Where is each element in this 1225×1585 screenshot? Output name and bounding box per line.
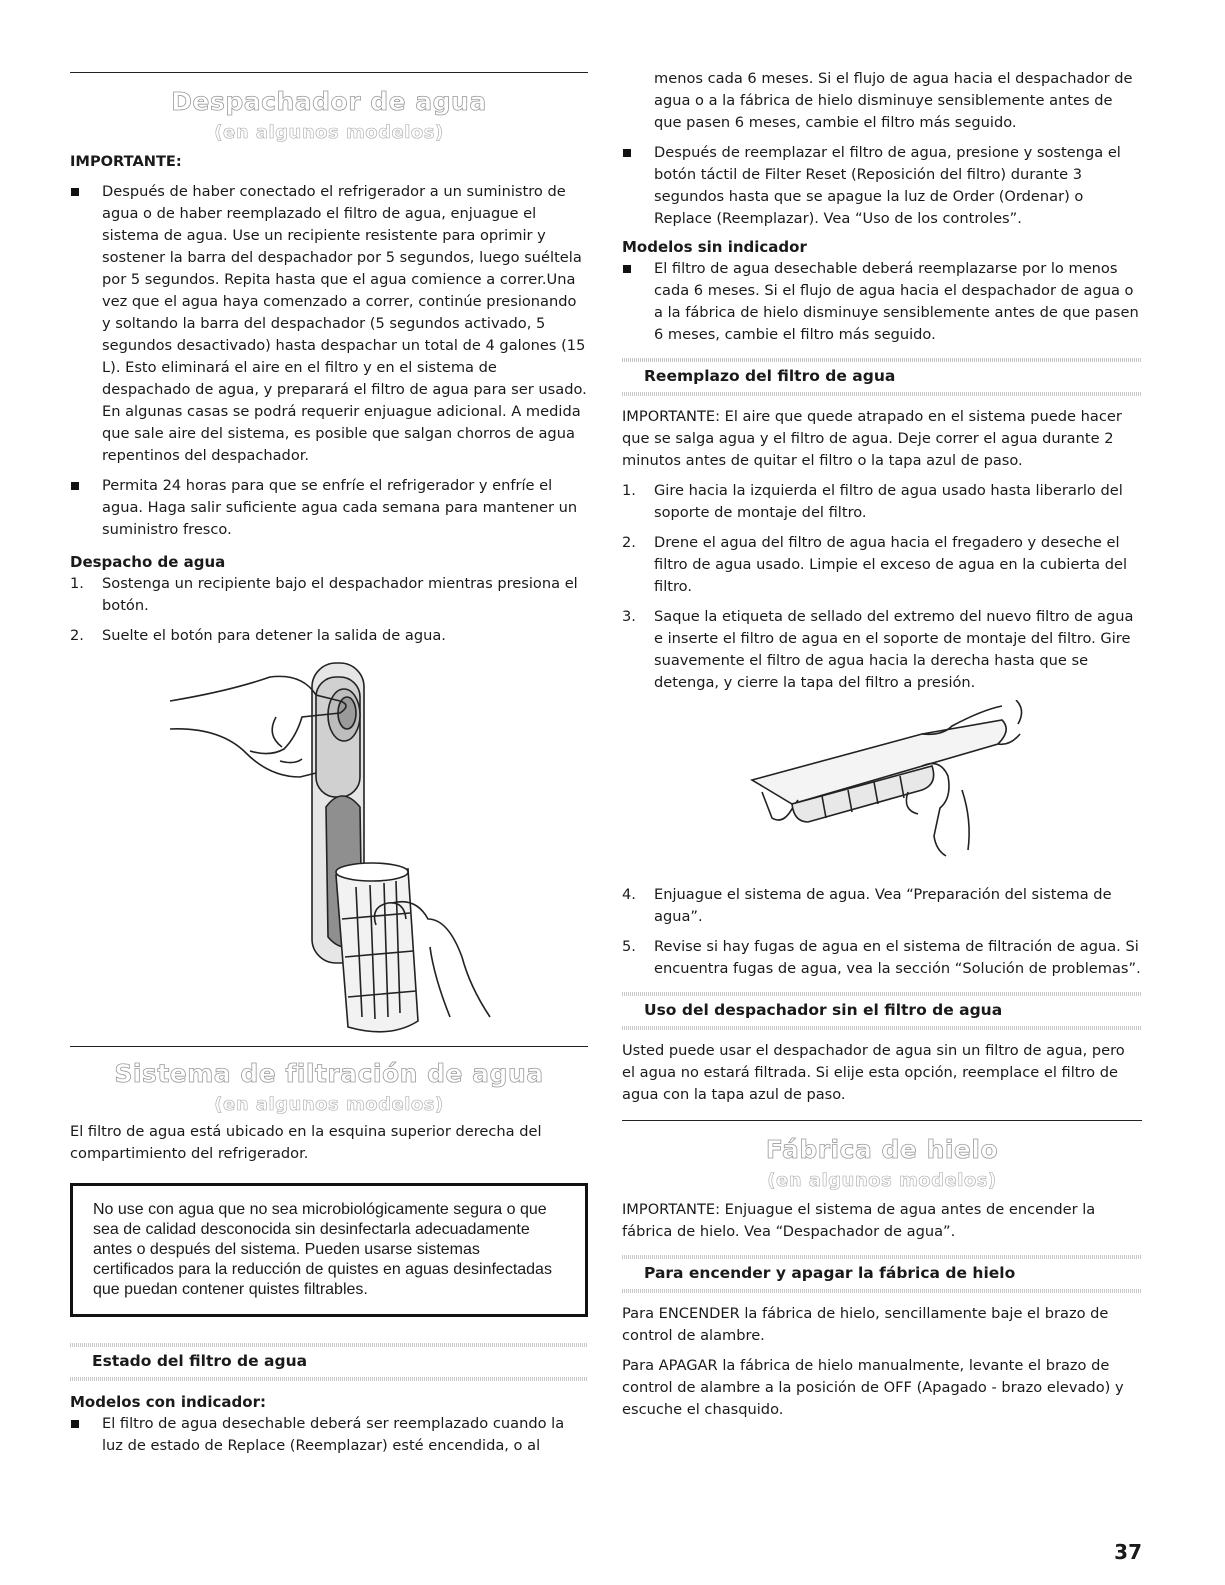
subsection-band bbox=[70, 1343, 588, 1381]
left-column bbox=[70, 0, 588, 1457]
no-filter-text: Usted puede usar el despachador de agua sin un filtro de agua, pero el agua no estará filtrada. Si elije esta opción, reemplace el filtro de agua con la tapa azul de paso. bbox=[622, 1042, 1125, 1103]
list-item: Permita 24 horas para que se enfríe el refrigerador y enfríe el agua. Haga salir suficiente agua cada semana para mantener un suministro fresco. bbox=[70, 475, 588, 541]
dispenser-bullets bbox=[70, 181, 588, 541]
icemaker-on-text: Para ENCENDER la fábrica de hielo, sencillamente baje el brazo de control de alambre. bbox=[622, 1305, 1109, 1344]
section-subtitle: (en algunos modelos) bbox=[767, 1170, 997, 1191]
list-item: 2. Suelte el botón para detener la salida de agua. bbox=[70, 627, 446, 644]
warning-text: No use con agua que no sea microbiológicamente segura o que sea de calidad desconocida sin desinfectarla adecuadamente antes o después del sistema. Pueden usarse sistemas certificados para la reducción de quistes en aguas desinfectadas que puedan contener quistes filtrables. bbox=[93, 1201, 552, 1298]
section-title-dispenser: Despachador de agua bbox=[171, 87, 487, 116]
icemaker-off-text: Para APAGAR la fábrica de hielo manualmente, levante el brazo de control de alambre a la posición de OFF (Apagado - brazo elevado) y escuche el chasquido. bbox=[622, 1357, 1124, 1418]
subheading-no-indicator: Modelos sin indicador bbox=[622, 238, 807, 256]
replace-steps-continued bbox=[622, 884, 1142, 980]
list-item: El filtro de agua desechable deberá reemplazarse por lo menos cada 6 meses. Si el flujo de agua hacia el despachador de agua o a la fábrica de hielo disminuye sensiblemente antes de que pasen 6 meses, cambie el filtro más seguido. bbox=[622, 258, 1142, 346]
subsection-band bbox=[622, 1255, 1142, 1293]
list-item: Después de haber conectado el refrigerador a un suministro de agua o de haber reemplazado el filtro de agua, enjuague el sistema de agua. Use un recipiente resistente para oprimir y sostener la barra del despachador por 5 segundos, luego suéltela por 5 segundos. Repita hasta que el agua comience a correr.Una vez que el agua haya comenzado a correr, continúe presionando y soltando la barra del despachador (5 segundos activado, 5 segundos desactivado) hasta despachar un total de 4 galones (15 L). Esto eliminará el aire en el filtro y en el sistema de despachado de agua, y preparará el filtro de agua para ser usado. En algunas casas se podrá requerir enjuague adicional. A medida que sale aire del sistema, es posible que salgan chorros de agua repentinos del despachador. bbox=[70, 181, 588, 467]
right-column bbox=[622, 0, 1142, 1421]
list-item: El filtro de agua desechable deberá ser reemplazado cuando la luz de estado de Replace (Reemplazar) esté encendida, o al bbox=[70, 1413, 588, 1457]
filter-location-text: El filtro de agua está ubicado en la esquina superior derecha del compartimiento del refrigerador. bbox=[70, 1123, 542, 1162]
subheading-with-indicator: Modelos con indicador: bbox=[70, 1393, 266, 1411]
section-divider bbox=[70, 1046, 588, 1047]
section-divider bbox=[70, 72, 588, 73]
subsection-heading-replace-filter: Reemplazo del filtro de agua bbox=[644, 367, 896, 385]
section-divider bbox=[622, 1120, 1142, 1121]
subsection-band bbox=[622, 992, 1142, 1030]
subsection-heading-icemaker-onoff: Para encender y apagar la fábrica de hielo bbox=[644, 1264, 1016, 1282]
list-item: Después de reemplazar el filtro de agua, presione y sostenga el botón táctil de Filter Reset (Reposición del filtro) durante 3 segundos hasta que se apague la luz de Order (Ordenar) o Replace (Reemplazar). Vea “Uso de los controles”. bbox=[622, 142, 1142, 230]
reset-bullets bbox=[622, 142, 1142, 230]
subsection-band bbox=[622, 358, 1142, 396]
filter-illustration bbox=[622, 700, 1142, 880]
warning-box bbox=[70, 1183, 588, 1317]
list-item: 3. Saque la etiqueta de sellado del extremo del nuevo filtro de agua e inserte el filtro de agua en el soporte de montaje del filtro. Gire suavemente el filtro de agua hacia la derecha hasta que se detenga, y cierre la tapa del filtro a presión. bbox=[622, 608, 1134, 691]
section-subtitle: (en algunos modelos) bbox=[214, 122, 444, 143]
replace-important-text: IMPORTANTE: El aire que quede atrapado en el sistema puede hacer que se salga agua y el filtro de agua. Deje correr el agua durante 2 minutos antes de quitar el filtro o la tapa azul de paso. bbox=[622, 408, 1122, 469]
list-item: 1. Sostenga un recipiente bajo el despachador mientras presiona el botón. bbox=[70, 575, 578, 614]
dispensing-steps bbox=[70, 573, 588, 647]
subsection-heading-filter-status: Estado del filtro de agua bbox=[92, 1352, 308, 1370]
section-subtitle: (en algunos modelos) bbox=[214, 1094, 444, 1115]
section-title-icemaker: Fábrica de hielo bbox=[765, 1135, 999, 1164]
section-title-filtration: Sistema de filtración de agua bbox=[114, 1059, 544, 1088]
continued-text: menos cada 6 meses. Si el flujo de agua hacia el despachador de agua o a la fábrica de hielo disminuye sensiblemente antes de que pasen 6 meses, cambie el filtro más seguido. bbox=[654, 70, 1133, 131]
with-indicator-bullets bbox=[70, 1413, 588, 1457]
list-item: 1. Gire hacia la izquierda el filtro de agua usado hasta liberarlo del soporte de montaje del filtro. bbox=[622, 482, 1123, 521]
list-item: 5. Revise si hay fugas de agua en el sistema de filtración de agua. Si encuentra fugas de agua, vea la sección “Solución de problemas”. bbox=[622, 938, 1141, 977]
subsection-heading-no-filter: Uso del despachador sin el filtro de agua bbox=[644, 1001, 1003, 1019]
icemaker-important-text: IMPORTANTE: Enjuague el sistema de agua antes de encender la fábrica de hielo. Vea “Despachador de agua”. bbox=[622, 1201, 1096, 1240]
dispenser-illustration bbox=[70, 657, 588, 1042]
no-indicator-bullets bbox=[622, 258, 1142, 346]
list-item: 4. Enjuague el sistema de agua. Vea “Preparación del sistema de agua”. bbox=[622, 886, 1112, 925]
list-item: 2. Drene el agua del filtro de agua hacia el fregadero y deseche el filtro de agua usado. Limpie el exceso de agua en la cubierta del filtro. bbox=[622, 534, 1128, 595]
important-label: IMPORTANTE: bbox=[70, 153, 182, 170]
replace-steps bbox=[622, 480, 1142, 694]
subheading-dispensing: Despacho de agua bbox=[70, 553, 226, 571]
page-number: 37 bbox=[1114, 1540, 1142, 1564]
